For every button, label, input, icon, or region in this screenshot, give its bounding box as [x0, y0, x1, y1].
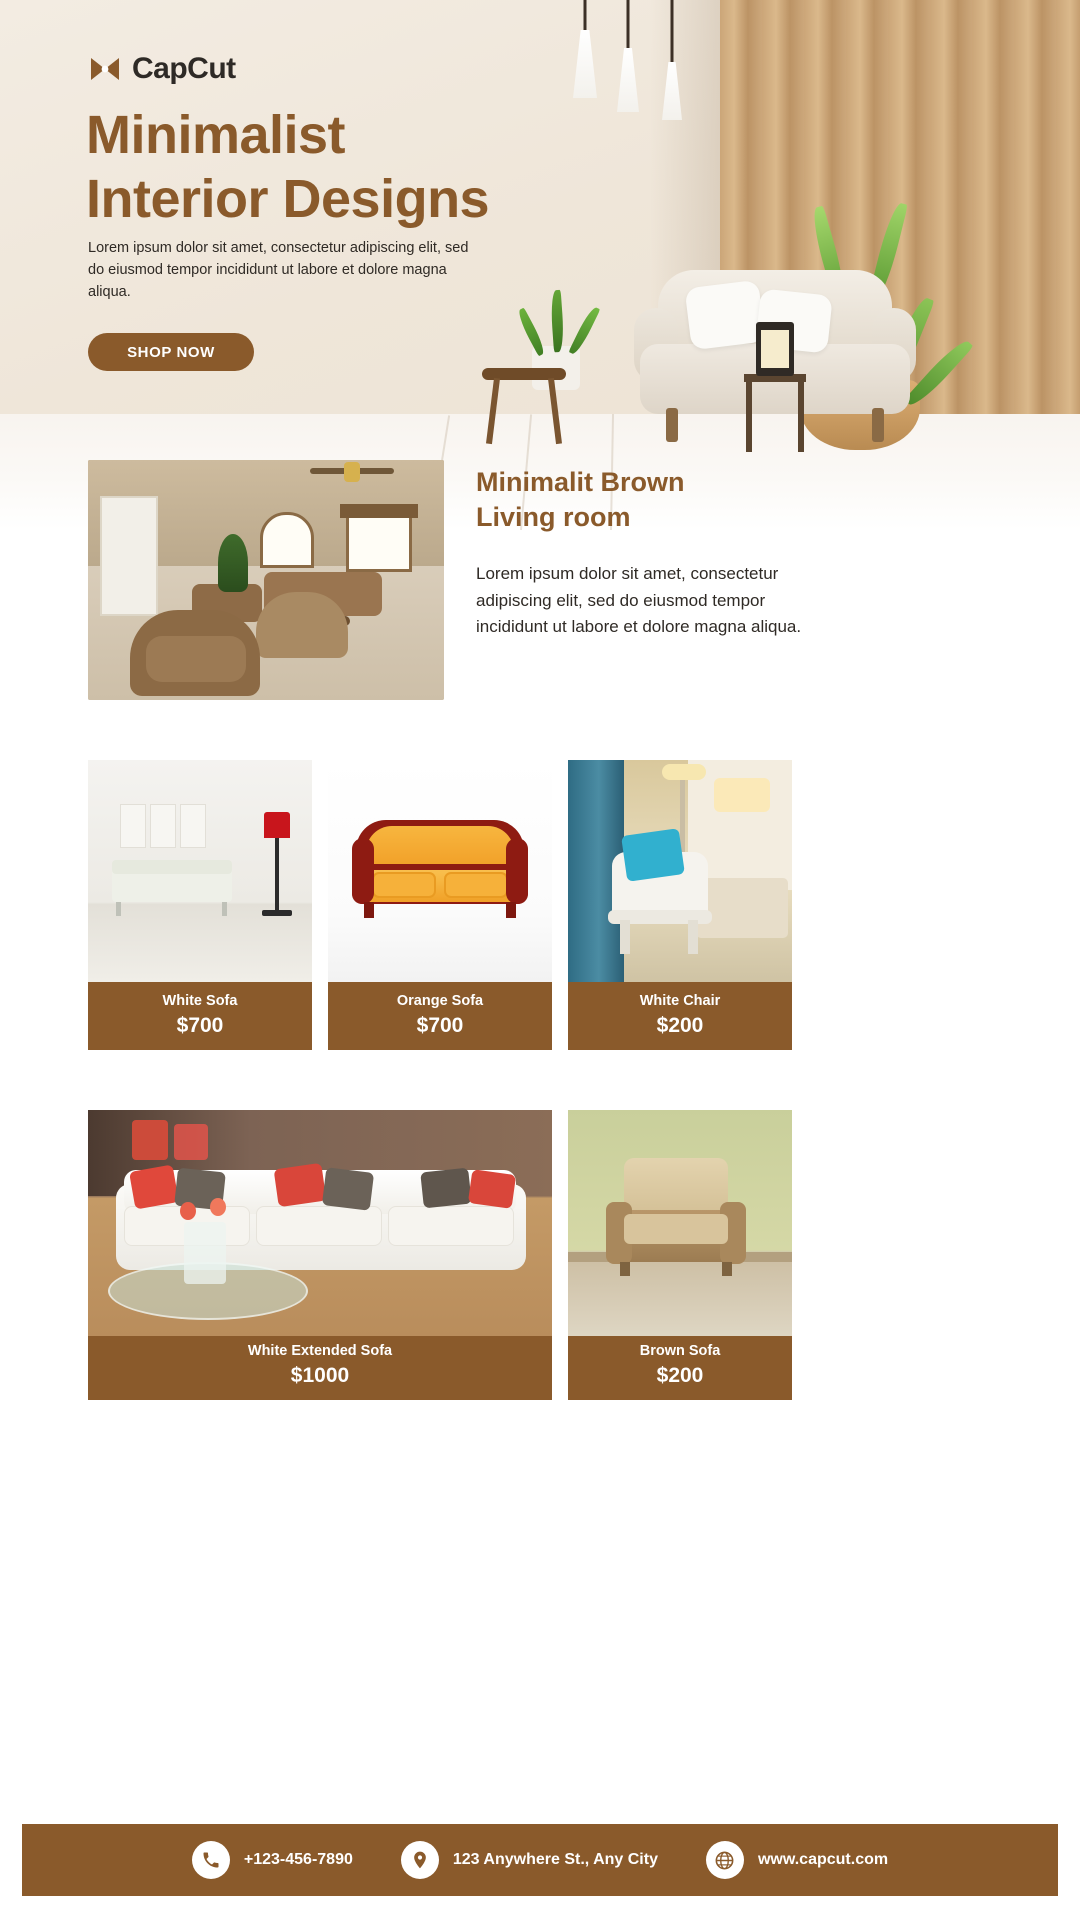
product-price: $200 — [656, 1014, 704, 1037]
product-card[interactable] — [568, 1110, 792, 1400]
product-label — [328, 983, 552, 1050]
product-card[interactable] — [88, 1110, 552, 1400]
phone-icon — [192, 1841, 230, 1879]
product-image — [88, 1110, 552, 1336]
product-card[interactable] — [568, 760, 792, 1050]
feature-text — [476, 465, 806, 640]
hero-paragraph: Lorem ipsum dolor sit amet, consectetur adipiscing elit, sed do eiusmod tempor incididunt ut labore et dolore magna aliqua. — [88, 240, 469, 300]
brand-logo — [88, 52, 236, 86]
product-name: White Sofa — [162, 993, 238, 1009]
product-image — [568, 1110, 792, 1336]
product-card[interactable] — [88, 760, 312, 1050]
product-label — [568, 1333, 792, 1400]
feature-image — [88, 460, 444, 700]
feature-section — [0, 455, 1080, 745]
footer-phone-text: +123-456-7890 — [243, 1851, 353, 1868]
feature-title — [476, 465, 806, 535]
product-image — [328, 760, 552, 982]
product-price: $1000 — [290, 1364, 350, 1387]
product-name: Orange Sofa — [396, 993, 484, 1009]
product-name: White Chair — [639, 993, 721, 1009]
globe-icon — [706, 1841, 744, 1879]
product-card[interactable] — [328, 760, 552, 1050]
product-price: $200 — [656, 1364, 704, 1387]
footer-website-text: www.capcut.com — [757, 1851, 889, 1868]
product-price: $700 — [416, 1014, 464, 1037]
location-pin-icon — [401, 1841, 439, 1879]
product-label — [88, 983, 312, 1050]
product-grid-row-1 — [0, 760, 1080, 1060]
hero-title-line2: Interior Designs — [86, 168, 490, 229]
hero-section — [0, 0, 1080, 533]
product-name: Brown Sofa — [639, 1343, 721, 1359]
feature-paragraph: Lorem ipsum dolor sit amet, consectetur adipiscing elit, sed do eiusmod tempor incididunt ut labore et dolore magna aliqua. — [476, 564, 802, 636]
product-image — [568, 760, 792, 982]
capcut-logo-icon — [88, 55, 122, 83]
footer-bar — [22, 1824, 1058, 1896]
footer-website[interactable] — [706, 1841, 888, 1879]
footer-address-text: 123 Anywhere St., Any City — [452, 1851, 658, 1868]
product-image — [88, 760, 312, 982]
brand-name: CapCut — [132, 52, 236, 85]
product-label — [88, 1333, 552, 1400]
footer-address[interactable] — [401, 1841, 658, 1879]
footer-phone[interactable] — [192, 1841, 353, 1879]
hero-title-line1: Minimalist — [86, 105, 346, 165]
feature-title-line2: Living room — [476, 502, 631, 533]
shop-now-button[interactable]: SHOP NOW — [88, 333, 254, 371]
product-price: $700 — [176, 1014, 224, 1037]
page-title — [86, 104, 489, 231]
side-table-decoration — [482, 368, 566, 444]
feature-title-line1: Minimalit Brown — [476, 467, 685, 497]
product-name: White Extended Sofa — [247, 1343, 393, 1359]
lantern-table-decoration — [736, 322, 814, 452]
product-grid-row-2 — [0, 1110, 1080, 1410]
product-label — [568, 983, 792, 1050]
